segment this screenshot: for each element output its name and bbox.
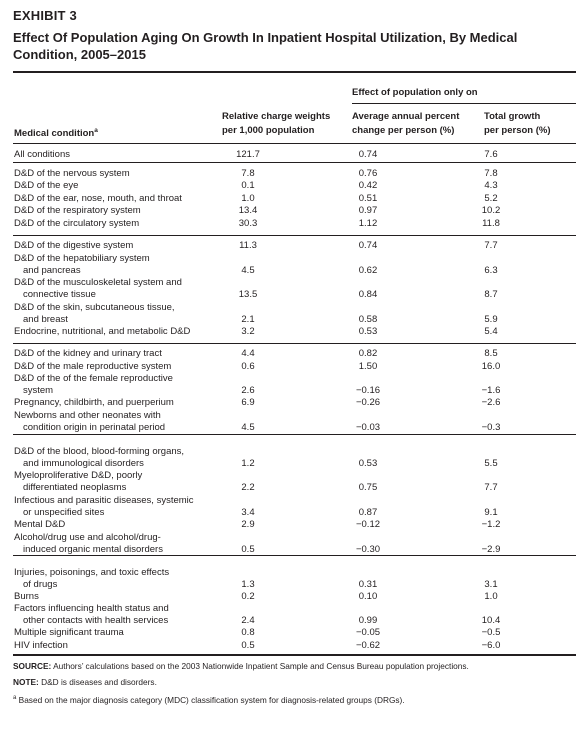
row-condition-label-line: differentiated neoplasms — [23, 482, 127, 494]
header-col-condition-text: Medical condition — [14, 128, 95, 140]
row-total-growth-value: 10.2 — [481, 205, 501, 216]
row-weight-value: 0.1 — [241, 180, 255, 191]
row-weight-value: 30.3 — [238, 218, 258, 229]
row-condition-label-line: of drugs — [23, 579, 58, 591]
row-weight-value: 3.4 — [241, 507, 255, 519]
row-condition-label — [14, 627, 124, 639]
row-condition-label — [14, 519, 65, 531]
row-annual-change-value: −0.12 — [355, 519, 381, 530]
row-condition-label — [14, 149, 70, 161]
row-condition-label — [14, 302, 175, 327]
row-weight-value: 0.2 — [241, 591, 255, 602]
row-condition-label-line: induced organic mental disorders — [23, 544, 163, 556]
row-weight-value: 7.8 — [241, 168, 255, 179]
header-col-annual-line2: change per person (%) — [352, 125, 455, 136]
row-weight-value: 1.0 — [241, 193, 255, 204]
row-condition-label-line: D&D of the blood, blood-forming organs, — [14, 446, 185, 457]
row-condition-label — [14, 532, 163, 557]
row-weight-value: 2.1 — [241, 314, 255, 326]
row-annual-change-value: 0.53 — [358, 458, 378, 470]
row-condition-label-line: and breast — [23, 314, 68, 326]
row-total-growth-value: 6.3 — [484, 265, 498, 277]
row-weight-value: 3.2 — [241, 326, 255, 337]
row-weight-value: 4.5 — [241, 422, 255, 434]
row-total-growth-value: 4.3 — [484, 180, 498, 191]
row-condition-label-line: D&D of the respiratory system — [14, 205, 141, 216]
footnote-source-text: Authors’ calculations based on the 2003 Nationwide Inpatient Sample and Census Bureau population projections. — [53, 661, 469, 671]
row-condition-label — [14, 373, 173, 398]
row-annual-change-value: −0.26 — [355, 397, 381, 408]
row-condition-label-line: D&D of the nervous system — [14, 168, 130, 179]
group-divider-rule — [13, 162, 576, 163]
row-condition-label-line: Pregnancy, childbirth, and puerperium — [14, 397, 174, 408]
row-condition-label — [14, 410, 165, 435]
row-condition-label-line: Myeloproliferative D&D, poorly — [14, 470, 143, 481]
exhibit-label: EXHIBIT 3 — [13, 8, 77, 23]
row-annual-change-value: 0.74 — [358, 149, 378, 160]
row-condition-label-line: and pancreas — [23, 265, 81, 277]
row-condition-label-line: Newborns and other neonates with — [14, 410, 161, 421]
group-divider-rule — [13, 235, 576, 236]
row-condition-label-line: Endocrine, nutritional, and metabolic D&D — [14, 326, 191, 337]
row-weight-value: 13.5 — [238, 289, 258, 301]
row-condition-label-line: Burns — [14, 591, 39, 602]
row-total-growth-value: 16.0 — [481, 361, 501, 372]
row-total-growth-value: −1.2 — [481, 519, 501, 530]
row-annual-change-value: −0.05 — [355, 627, 381, 638]
row-annual-change-value: 1.12 — [358, 218, 378, 229]
row-weight-value: 0.5 — [241, 640, 255, 651]
row-total-growth-value: 9.1 — [484, 507, 498, 519]
row-annual-change-value: 0.97 — [358, 205, 378, 216]
row-annual-change-value: 0.82 — [358, 348, 378, 359]
row-weight-value: 11.3 — [239, 240, 257, 251]
row-condition-label — [14, 218, 139, 230]
row-condition-label-line: system — [23, 385, 54, 397]
row-total-growth-value: 7.7 — [484, 482, 498, 494]
row-condition-label-line: other contacts with health services — [23, 615, 169, 627]
row-condition-label-line: D&D of the circulatory system — [14, 218, 140, 229]
footnote-note — [13, 677, 578, 688]
row-total-growth-value: −0.3 — [481, 422, 501, 434]
row-weight-value: 0.6 — [241, 361, 255, 372]
row-annual-change-value: 0.74 — [358, 240, 378, 251]
row-condition-label-line: Infectious and parasitic diseases, systemic — [14, 495, 194, 506]
row-annual-change-value: 0.58 — [358, 314, 378, 326]
row-condition-label — [14, 361, 171, 373]
footnote-a — [13, 693, 578, 706]
row-total-growth-value: −2.6 — [481, 397, 501, 408]
row-condition-label — [14, 567, 169, 592]
footnote-a-sup: a — [13, 695, 17, 701]
row-annual-change-value: 0.87 — [358, 507, 378, 519]
row-total-growth-value: 5.5 — [484, 458, 498, 470]
row-condition-label — [14, 180, 78, 192]
row-weight-value: 0.5 — [241, 544, 255, 556]
row-total-growth-value: 3.1 — [484, 579, 498, 591]
row-total-growth-value: 11.8 — [482, 218, 500, 229]
row-total-growth-value: 7.8 — [484, 168, 498, 179]
row-annual-change-value: 0.42 — [358, 180, 378, 191]
row-condition-label — [14, 193, 182, 205]
row-annual-change-value: 0.51 — [358, 193, 378, 204]
row-condition-label-line: Injuries, poisonings, and toxic effects — [14, 567, 170, 578]
row-condition-label-line: All conditions — [14, 149, 70, 160]
row-weight-value: 4.4 — [241, 348, 255, 359]
row-condition-label — [14, 495, 194, 520]
row-total-growth-value: −0.5 — [481, 627, 501, 638]
row-condition-label-line: D&D of the skin, subcutaneous tissue, — [14, 302, 175, 313]
row-condition-label-line: HIV infection — [14, 640, 68, 651]
row-total-growth-value: 7.7 — [484, 240, 498, 251]
header-col-total-line1: Total growth — [484, 111, 541, 122]
row-weight-value: 6.9 — [241, 397, 255, 408]
footnote-a-marker: a — [94, 127, 98, 134]
row-condition-label — [14, 640, 68, 652]
row-weight-value: 2.9 — [241, 519, 255, 530]
row-condition-label — [14, 205, 141, 217]
row-condition-label — [14, 591, 39, 603]
row-condition-label — [14, 348, 162, 360]
row-annual-change-value: 0.10 — [358, 591, 378, 602]
row-annual-change-value: 0.53 — [358, 326, 378, 337]
row-condition-label-line: D&D of the eye — [14, 180, 79, 191]
footnote-source-label: SOURCE: — [13, 661, 52, 671]
row-weight-value: 121.7 — [236, 149, 260, 160]
row-weight-value: 2.6 — [241, 385, 255, 397]
row-condition-label-line: D&D of the of the female reproductive — [14, 373, 173, 384]
row-condition-label-line: Alcohol/drug use and alcohol/drug- — [14, 532, 161, 543]
row-total-growth-value: 8.5 — [484, 348, 498, 359]
footnote-note-text: D&D is diseases and disorders. — [41, 677, 157, 687]
footnote-a-text: Based on the major diagnosis category (MDC) classification system for diagnosis-related groups (DRGs). — [18, 694, 405, 705]
header-group-rule — [352, 103, 576, 104]
header-group-label: Effect of population only on — [352, 87, 478, 98]
table-bottom-rule — [13, 654, 576, 656]
row-condition-label-line: D&D of the hepatobiliary system — [14, 253, 150, 264]
row-condition-label-line: Mental D&D — [14, 519, 66, 530]
row-condition-label — [14, 446, 184, 471]
row-condition-label-line: Factors influencing health status and — [14, 603, 169, 614]
row-weight-value: 2.4 — [241, 615, 255, 627]
row-annual-change-value: −0.30 — [355, 544, 381, 556]
header-col-weights — [222, 110, 330, 138]
row-total-growth-value: −1.6 — [481, 385, 501, 397]
row-annual-change-value: 0.76 — [358, 168, 378, 179]
row-condition-label-line: Multiple significant trauma — [14, 627, 124, 638]
row-condition-label-line: D&D of the male reproductive system — [14, 361, 172, 372]
row-annual-change-value: 1.50 — [358, 361, 378, 372]
row-condition-label — [14, 240, 133, 252]
row-annual-change-value: 0.62 — [358, 265, 378, 277]
row-annual-change-value: 0.99 — [358, 615, 378, 627]
row-condition-label-line: D&D of the digestive system — [14, 240, 134, 251]
header-col-total-line2: per person (%) — [484, 125, 551, 136]
header-col-weights-line2: per 1,000 population — [222, 125, 315, 136]
header-col-total — [484, 110, 551, 138]
row-condition-label — [14, 470, 142, 495]
row-weight-value: 1.3 — [241, 579, 255, 591]
row-annual-change-value: −0.03 — [355, 422, 381, 434]
top-rule — [13, 71, 576, 73]
row-condition-label-line: D&D of the ear, nose, mouth, and throat — [14, 193, 182, 204]
row-condition-label — [14, 397, 174, 409]
row-total-growth-value: 10.4 — [481, 615, 501, 627]
exhibit-title: Effect Of Population Aging On Growth In Inpatient Hospital Utilization, By Medical Condition, 2005–2015 — [13, 30, 518, 62]
row-annual-change-value: −0.62 — [355, 640, 381, 651]
row-total-growth-value: 7.6 — [484, 149, 498, 160]
row-annual-change-value: −0.16 — [355, 385, 381, 397]
row-annual-change-value: 0.31 — [358, 579, 378, 591]
row-condition-label-line: condition origin in perinatal period — [23, 422, 166, 434]
row-condition-label-line: D&D of the kidney and urinary tract — [14, 348, 162, 359]
header-col-condition — [14, 124, 98, 141]
row-condition-label — [14, 326, 190, 338]
row-weight-value: 0.8 — [241, 627, 255, 638]
header-col-annual — [352, 110, 459, 138]
header-col-annual-line1: Average annual percent — [352, 111, 460, 122]
row-total-growth-value: −6.0 — [481, 640, 501, 651]
row-total-growth-value: 5.2 — [484, 193, 498, 204]
row-annual-change-value: 0.84 — [358, 289, 378, 301]
header-bottom-rule — [13, 143, 576, 144]
row-condition-label — [14, 168, 130, 180]
row-weight-value: 13.4 — [238, 205, 258, 216]
row-total-growth-value: 5.9 — [484, 314, 498, 326]
header-col-weights-line1: Relative charge weights — [222, 111, 331, 122]
row-annual-change-value: 0.75 — [358, 482, 378, 494]
footnote-note-label: NOTE: — [13, 677, 39, 687]
row-condition-label-line: or unspecified sites — [23, 507, 105, 519]
row-weight-value: 1.2 — [241, 458, 255, 470]
row-total-growth-value: 1.0 — [484, 591, 498, 602]
footnote-source — [13, 661, 578, 672]
row-condition-label-line: D&D of the musculoskeletal system and — [14, 277, 182, 288]
row-condition-label — [14, 603, 169, 628]
row-total-growth-value: 5.4 — [484, 326, 498, 337]
row-condition-label-line: and immunological disorders — [23, 458, 144, 470]
row-total-growth-value: 8.7 — [484, 289, 498, 301]
row-weight-value: 4.5 — [241, 265, 255, 277]
group-divider-rule — [13, 343, 576, 344]
row-condition-label — [14, 253, 150, 278]
row-total-growth-value: −2.9 — [481, 544, 501, 556]
row-condition-label — [14, 277, 182, 302]
row-weight-value: 2.2 — [241, 482, 255, 494]
row-condition-label-line: connective tissue — [23, 289, 96, 301]
